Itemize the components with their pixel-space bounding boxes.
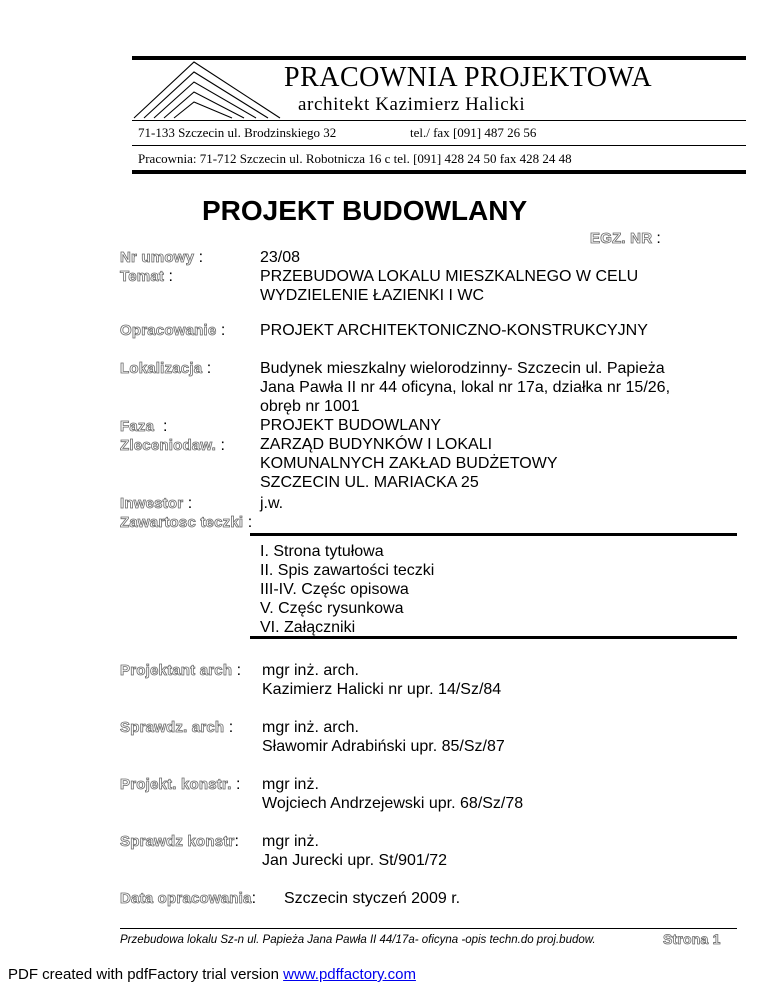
architect-name: architekt Kazimierz Halicki — [298, 94, 526, 115]
page-number: Strona 1 — [663, 931, 721, 947]
copy-number — [590, 230, 661, 248]
letterhead-rule-2 — [132, 145, 746, 146]
field-scope-label: Opracowanie : — [120, 322, 226, 339]
pdf-notice: PDF created with pdfFactory trial version www.pdffactory.com — [8, 966, 416, 983]
date-label: Data opracowania: — [120, 890, 257, 907]
signature-value: mgr inż. Jan Jurecki upr. St/901/72 — [262, 833, 447, 869]
list-item: VI. Załączniki — [260, 619, 356, 636]
office-address: 71-133 Szczecin ul. Brodzinskiego 32 — [138, 125, 337, 140]
studio-title: PRACOWNIA PROJEKTOWA — [284, 62, 653, 93]
pdffactory-link[interactable]: www.pdffactory.com — [283, 966, 416, 983]
field-investor-label: Inwestor : — [120, 495, 193, 512]
list-item: I. Strona tytułowa — [260, 543, 384, 560]
field-phase-label: Faza : — [120, 418, 168, 435]
office-phone: tel./ fax [091] 487 26 56 — [410, 125, 537, 140]
field-subject-label: Temat : — [120, 268, 173, 285]
letterhead-bottom-rule — [132, 170, 746, 174]
field-subject-value: PRZEBUDOWA LOKALU MIESZKALNEGO W CELU WYDZIELENIE ŁAZIENKI I WC — [260, 268, 639, 304]
field-scope-value: PROJEKT ARCHITEKTONICZNO-KONSTRUKCYJNY — [260, 322, 648, 339]
field-client-value: ZARZĄD BUDYNKÓW I LOKALI KOMUNALNYCH ZAKŁAD BUDŻETOWY SZCZECIN UL. MARIACKA 25 — [260, 436, 558, 491]
field-contents-label: Zawartosc teczki : — [120, 514, 253, 531]
field-phase-value: PROJEKT BUDOWLANY — [260, 417, 442, 434]
copy-number-colon: : — [656, 230, 661, 247]
signature-value: mgr inż. arch. Sławomir Adrabiński upr. 85/Sz/87 — [262, 719, 505, 755]
contents-bottom-rule — [250, 636, 737, 639]
field-investor-value: j.w. — [260, 495, 284, 512]
list-item: V. Częśc rysunkowa — [260, 600, 404, 617]
list-item: III-IV. Częśc opisowa — [260, 581, 409, 598]
contents-top-rule — [250, 533, 737, 536]
date-value: Szczecin styczeń 2009 r. — [284, 890, 461, 907]
field-location-label: Lokalizacja : — [120, 360, 212, 377]
signature-label: Projekt. konstr. : — [120, 776, 241, 793]
studio-address: Pracownia: 71-712 Szczecin ul. Robotnicza 16 c tel. [091] 428 24 50 fax 428 24 48 — [138, 151, 572, 166]
field-location-value: Budynek mieszkalny wielorodzinny- Szczecin ul. Papieża Jana Pawła II nr 44 oficyna, lokal nr 17a, działka nr 15/26, obręb nr 1001 — [260, 360, 671, 415]
field-contract-value: 23/08 — [260, 249, 301, 266]
field-client-label: Zleceniodaw. : — [120, 437, 225, 454]
roof-logo-icon — [132, 60, 282, 120]
signature-value: mgr inż. arch. Kazimierz Halicki nr upr. 14/Sz/84 — [262, 662, 502, 698]
copy-number-label: EGZ. NR — [590, 230, 653, 247]
list-item: II. Spis zawartości teczki — [260, 562, 435, 579]
contents-list — [260, 542, 434, 637]
footer-rule — [120, 928, 737, 929]
letterhead-rule-1 — [132, 120, 746, 121]
signature-label: Sprawdz konstr: — [120, 833, 239, 850]
signature-value: mgr inż. Wojciech Andrzejewski upr. 68/Sz/78 — [262, 776, 524, 812]
field-contract-label: Nr umowy : — [120, 249, 204, 266]
footer-text: Przebudowa lokalu Sz-n ul. Papieża Jana Pawła II 44/17a- oficyna -opis techn.do proj.budow. — [120, 934, 596, 946]
signature-label: Sprawdz. arch : — [120, 719, 234, 736]
signature-label: Projektant arch : — [120, 662, 242, 679]
document-title: PROJEKT BUDOWLANY — [202, 195, 528, 226]
